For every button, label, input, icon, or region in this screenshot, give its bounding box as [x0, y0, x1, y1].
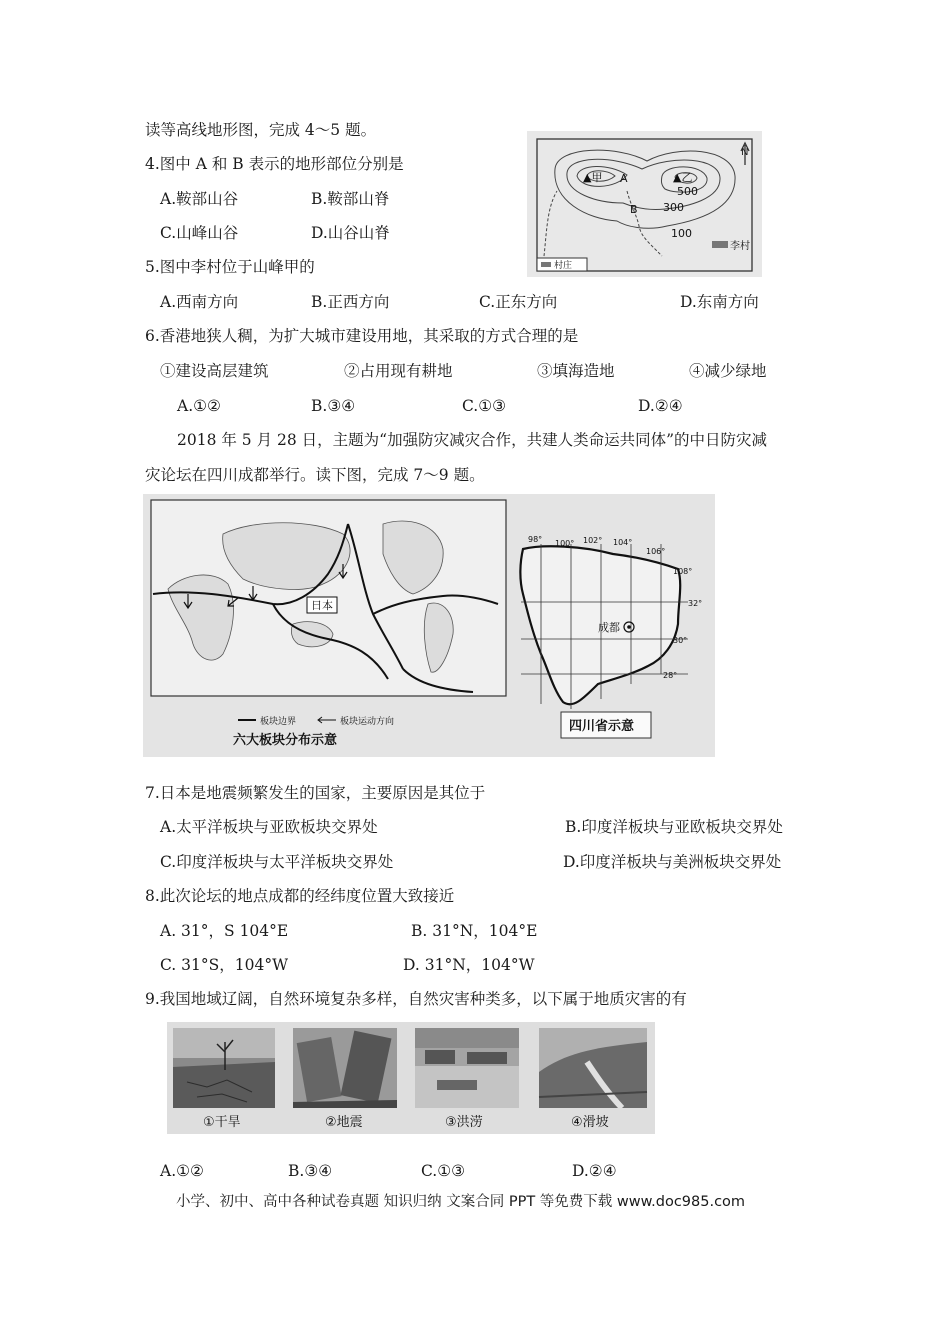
lat-32-label: 32°	[688, 599, 703, 608]
q9-option-c: C.①③	[421, 1162, 466, 1180]
q6-option-c: C.①③	[462, 397, 507, 415]
li-village-label: 李村	[730, 241, 750, 252]
intro-4-5: 读等高线地形图，完成 4～5 题。	[145, 121, 377, 139]
point-a-label: A	[620, 172, 628, 185]
q9-stem: 9.我国地域辽阔，自然环境复杂多样，自然灾害种类多，以下属于地质灾害的有	[145, 990, 687, 1008]
q4-option-d: D.山谷山脊	[311, 224, 390, 242]
page-footer: 小学、初中、高中各种试卷真题 知识归纳 文案合同 PPT 等免费下载 www.doc985.com	[176, 1194, 746, 1210]
lon-102-label: 102°	[583, 536, 603, 545]
sichuan-map-caption: 四川省示意	[569, 719, 635, 734]
q5-option-a: A.西南方向	[160, 293, 239, 311]
passage-7-9-line1: 2018 年 5 月 28 日，主题为“加强防灾减灾合作，共建人类命运共同体”的中日防灾减	[177, 431, 768, 449]
contour-500-label: 500	[677, 185, 698, 198]
q6-option-b: B.③④	[311, 397, 356, 415]
sichuan-map	[520, 535, 702, 738]
landslide-photo	[539, 1028, 647, 1108]
contour-100-label: 100	[671, 227, 692, 240]
lon-104-label: 104°	[613, 538, 633, 547]
q7-option-d: D.印度洋板块与美洲板块交界处	[563, 853, 782, 871]
q6-choice-3: ③填海造地	[537, 362, 615, 380]
q4-option-b: B.鞍部山脊	[311, 190, 390, 208]
q6-option-a: A.①②	[177, 397, 221, 415]
contour-map-figure	[527, 131, 762, 277]
q6-option-d: D.②④	[638, 397, 683, 415]
lon-100-label: 100°	[555, 539, 575, 548]
disaster-photos-figure	[167, 1022, 655, 1134]
photo-caption-4: ④滑坡	[571, 1115, 609, 1130]
lon-108-label: 108°	[673, 567, 693, 576]
q7-option-b: B.印度洋板块与亚欧板块交界处	[565, 818, 783, 836]
q5-option-d: D.东南方向	[680, 293, 759, 311]
q4-option-a: A.鞍部山谷	[160, 190, 239, 208]
q5-option-b: B.正西方向	[311, 293, 390, 311]
photo-caption-2: ②地震	[325, 1115, 363, 1130]
lat-28-label: 28°	[663, 671, 678, 680]
drought-photo	[173, 1028, 275, 1108]
q6-choice-4: ④减少绿地	[689, 362, 767, 380]
q9-option-a: A.①②	[160, 1162, 204, 1180]
chengdu-label: 成都	[598, 621, 620, 634]
q9-option-d: D.②④	[572, 1162, 617, 1180]
plate-map-caption: 六大板块分布示意	[233, 733, 338, 748]
q5-stem: 5.图中李村位于山峰甲的	[145, 258, 315, 276]
point-b-label: B	[630, 203, 638, 216]
world-plate-map	[151, 500, 506, 748]
q8-option-a: A. 31°，S 104°E	[160, 922, 289, 940]
earthquake-photo	[293, 1028, 397, 1108]
photo-caption-3: ③洪涝	[445, 1115, 483, 1130]
q6-choice-2: ②占用现有耕地	[344, 362, 453, 380]
q4-option-c: C.山峰山谷	[160, 224, 239, 242]
village-legend-label: 村庄	[554, 261, 573, 271]
q8-option-c: C. 31°S，104°W	[160, 956, 289, 974]
q8-option-d: D. 31°N，104°W	[403, 956, 535, 974]
passage-7-9-line2: 灾论坛在四川成都举行。读下图，完成 7～9 题。	[145, 466, 485, 484]
lon-98-label: 98°	[528, 535, 543, 544]
q4-stem: 4.图中 A 和 B 表示的地形部位分别是	[145, 155, 404, 173]
peak-yi-label: ▲乙	[673, 171, 693, 184]
q5-option-c: C.正东方向	[479, 293, 558, 311]
flood-photo	[415, 1028, 519, 1108]
north-label: N	[741, 147, 749, 158]
q8-option-b: B. 31°N，104°E	[411, 922, 538, 940]
q8-stem: 8.此次论坛的地点成都的经纬度位置大致接近	[145, 887, 455, 905]
legend-boundary-label: 板块边界	[260, 717, 297, 727]
q7-option-c: C.印度洋板块与太平洋板块交界处	[160, 853, 394, 871]
q7-option-a: A.太平洋板块与亚欧板块交界处	[160, 818, 378, 836]
photo-caption-1: ①干旱	[203, 1115, 241, 1130]
plates-sichuan-figure	[143, 494, 715, 757]
legend-motion-label: 板块运动方向	[340, 717, 395, 727]
q6-choice-1: ①建设高层建筑	[160, 362, 269, 380]
q6-stem: 6.香港地狭人稠，为扩大城市建设用地，其采取的方式合理的是	[145, 327, 579, 345]
contour-300-label: 300	[663, 201, 684, 214]
q7-stem: 7.日本是地震频繁发生的国家，主要原因是其位于	[145, 784, 486, 802]
q9-option-b: B.③④	[288, 1162, 333, 1180]
japan-label: 日本	[311, 599, 333, 612]
lon-106-label: 106°	[646, 547, 666, 556]
li-village-symbol	[712, 241, 728, 248]
lat-30-label: 30°	[673, 636, 688, 645]
peak-jia-label: ▲甲	[583, 171, 603, 184]
